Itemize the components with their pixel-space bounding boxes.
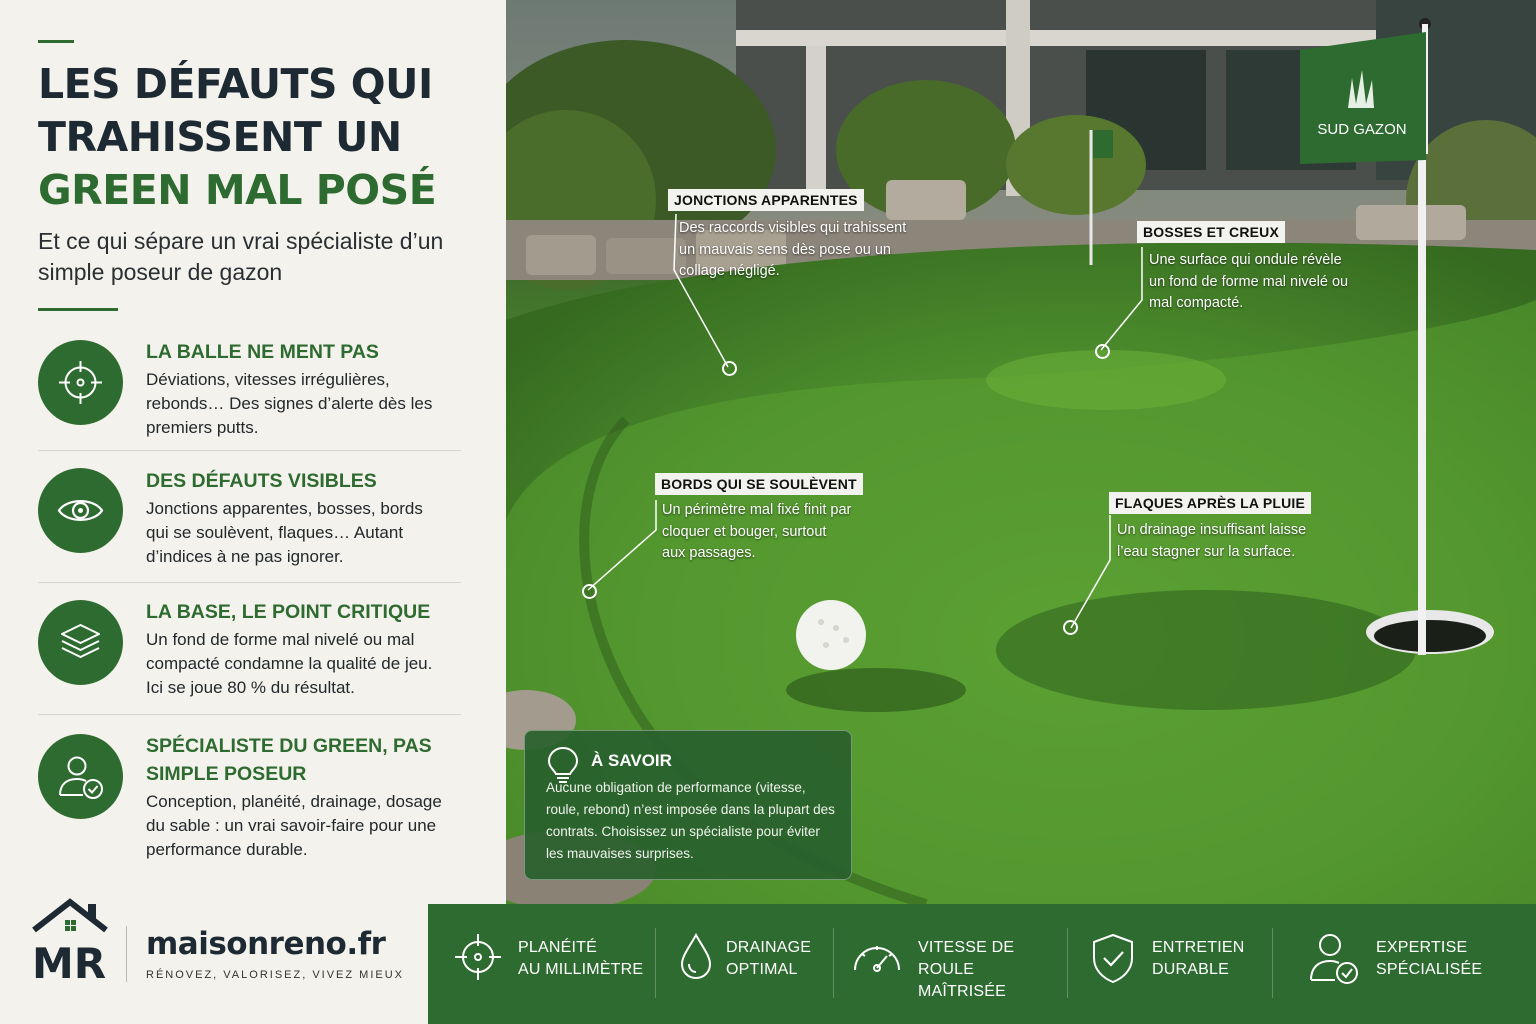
callout-text-bords: Un périmètre mal fixé finit par cloquer et bouger, surtout aux passages. [662,502,852,561]
feature-specialist [38,732,461,872]
divider [38,714,461,715]
info-title: À SAVOIR [591,751,672,770]
bottom-label [1152,937,1244,981]
bottom-label-line2: MAÎTRISÉE [918,983,1007,1000]
bottom-divider [1067,928,1068,998]
title-line-2: TRAHISSENT UN [38,113,402,161]
callout-label-flaques: FLAQUES APRÈS LA PLUIE [1109,492,1311,514]
feature-icon-circle [38,468,123,553]
bottom-divider [655,928,656,998]
bottom-label-line2: DURABLE [1152,961,1229,978]
bottom-divider [1272,928,1273,998]
feature-icon-circle [38,734,123,819]
callout-label-bords: BORDS QUI SE SOULÈVENT [655,473,863,495]
logo-text: MR [32,939,107,982]
house-logo-icon [28,896,112,982]
bottom-divider [833,928,834,998]
flag-text: SUD GAZON [1317,121,1407,138]
bottom-label [518,937,643,981]
crosshair-icon [453,932,503,982]
bottom-label-line1: VITESSE DE ROULE [918,939,1015,978]
accent-line-top [38,40,74,43]
callout-dot-jonctions [722,361,737,376]
feature-title: DES DÉFAUTS VISIBLES [146,470,377,492]
divider [38,582,461,583]
feature-title: SPÉCIALISTE DU GREEN, PAS SIMPLE POSEUR [146,735,432,785]
info-text: Aucune obligation de performance (vitesse, roule, rebond) n’est imposée dans la plupart des contrats. Choisissez un spécialiste pour éviter les mauvaises surprises. [546,780,835,861]
bottom-item-entretien [1090,904,1290,1024]
feature-desc: Un fond de forme mal nivelé ou mal compacté condamne la qualité de jeu. Ici se joue 80 % du résultat. [146,630,433,697]
title-line-1: LES DÉFAUTS QUI [38,60,433,108]
accent-line-sub [38,308,118,311]
bottom-item-vitesse [850,904,1070,1024]
brand-divider [126,926,127,982]
eye-icon [55,485,106,536]
bottom-label [726,937,811,981]
shield-check-icon [1090,932,1136,984]
brand-tagline: RÉNOVEZ, VALORISEZ, VIVEZ MIEUX [146,969,405,981]
bottom-label-line1: DRAINAGE [726,939,812,956]
callout-label-bosses: BOSSES ET CREUX [1137,221,1285,243]
feature-desc: Déviations, vitesses irrégulières, rebonds… Des signes d’alerte dès les premiers putts. [146,370,433,437]
feature-title: LA BASE, LE POINT CRITIQUE [146,601,431,623]
bottom-label-line1: PLANÉITÉ [518,939,597,956]
bottom-label-line2: SPÉCIALISÉE [1376,961,1483,978]
feature-visible-defects [38,467,461,577]
crosshair-icon [55,357,106,408]
bottom-label [918,937,1070,1003]
feature-desc: Jonctions apparentes, bosses, bords qui se soulèvent, flaques… Autant d’indices à ne pas ignorer. [146,499,423,566]
feature-ball [38,338,461,448]
bottom-label-line2: OPTIMAL [726,961,798,978]
callout-text-bosses: Une surface qui ondule révèle un fond de forme mal nivelé ou mal compacté. [1149,252,1349,311]
layers-icon [55,617,106,668]
feature-desc: Conception, planéité, drainage, dosage du sable : un vrai savoir-faire pour une performance durable. [146,792,442,859]
callout-text-jonctions: Des raccords visibles qui trahissent un mauvais sens dès pose ou un collage négligé. [679,220,907,279]
gauge-icon [850,932,904,982]
page-title [38,58,436,217]
feature-icon-circle [38,340,123,425]
title-line-3: GREEN MAL POSÉ [38,166,437,214]
bottom-label [1376,937,1482,981]
bottom-bar [428,904,1536,1024]
bottom-label-line2: AU MILLIMÈTRE [518,961,644,978]
feature-base [38,598,461,708]
page-subtitle: Et ce qui sépare un vrai spécialiste d’un simple poseur de gazon [38,228,444,285]
brand-name[interactable]: maisonreno.fr [146,926,386,962]
callout-label-jonctions: JONCTIONS APPARENTES [668,189,864,211]
bottom-label-line1: ENTRETIEN [1152,939,1245,956]
callout-dot-bords [582,584,597,599]
bottom-label-line1: EXPERTISE [1376,939,1468,956]
bottom-item-expertise [1308,904,1518,1024]
feature-title: LA BALLE NE MENT PAS [146,341,379,363]
droplet-icon [678,932,714,982]
callout-dot-bosses [1095,344,1110,359]
bottom-item-drainage [678,904,868,1024]
callout-text-flaques: Un drainage insuffisant laisse l’eau stagner sur la surface. [1117,522,1307,560]
callout-dot-flaques [1063,620,1078,635]
user-check-icon [55,751,106,802]
user-check-icon [1308,932,1360,986]
left-panel [0,0,506,1024]
feature-icon-circle [38,600,123,685]
info-box [524,730,852,880]
bottom-item-planeite [453,904,653,1024]
divider [38,450,461,451]
